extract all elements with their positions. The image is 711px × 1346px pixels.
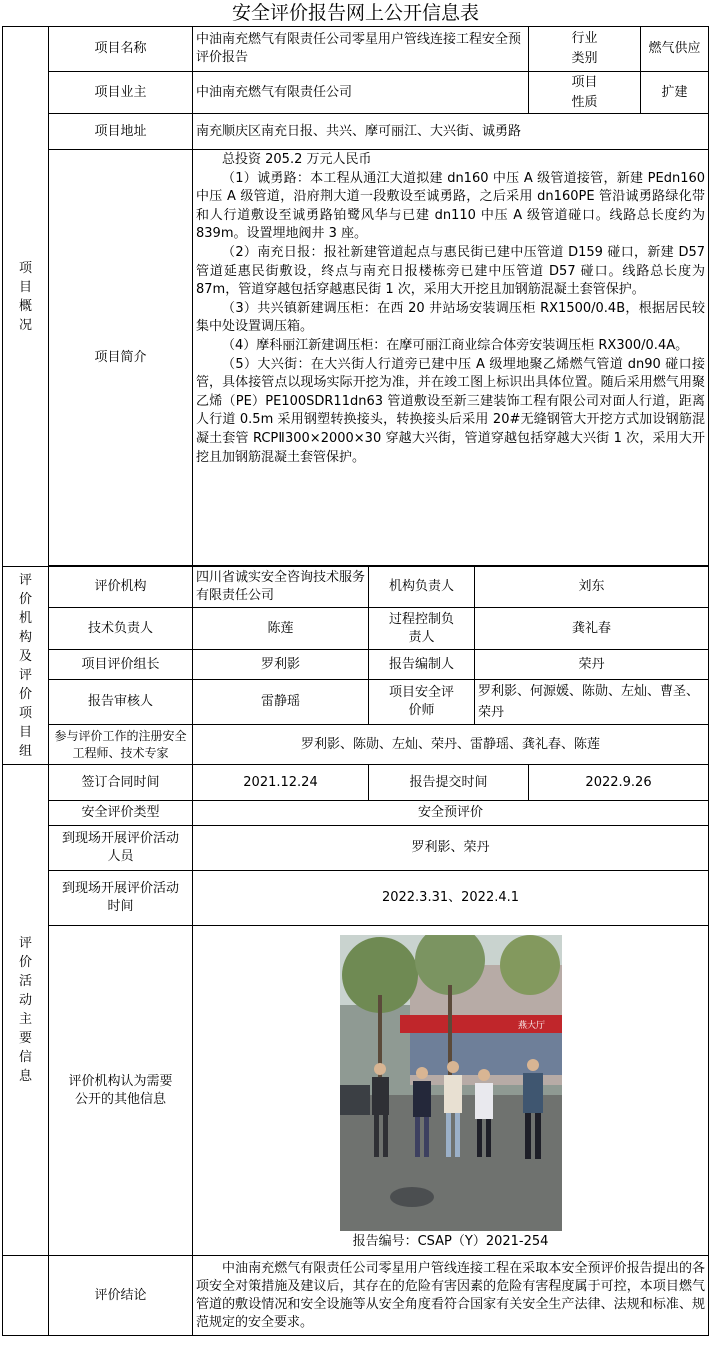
section-activity-label: 评价活动主要信息 (3, 765, 49, 1256)
writer-label: 报告编制人 (369, 650, 475, 680)
page-title: 安全评价报告网上公开信息表 (231, 2, 479, 24)
process-head-label: 过程控制负责人 (369, 608, 475, 650)
section-org-label: 评价机构及评价项目组 (3, 567, 49, 765)
other-info-label: 评价机构认为需要公开的其他信息 (49, 926, 193, 1256)
leader-value: 罗利影 (193, 650, 369, 680)
eval-type-value: 安全预评价 (193, 801, 709, 826)
nature-value: 扩建 (641, 72, 709, 114)
section-activity-continued (3, 1256, 49, 1336)
info-table (2, 26, 709, 1336)
intro-paragraph: 总投资 205.2 万元人民币 (222, 152, 372, 167)
reviewer-label: 报告审核人 (49, 680, 193, 725)
process-head-value: 龚礼春 (475, 608, 709, 650)
project-intro-label: 项目简介 (49, 150, 193, 566)
intro-paragraph: （5）大兴街：在大兴街人行道旁已建中压 A 级埋地聚乙烯燃气管道 dn90 碰口接管，具体接管点以现场实际开挖为准，并在竣工图上标识出具体位置。随后采用燃气用聚乙烯（PE）PE100SDR11dn63 管道敷设至新三建装饰工程有限公司对面人行道，距离人行道 0.5m 采用钢塑转换接头，转换接头后采用 20#无缝钢管大开挖方式加设钢筋混凝土套管 RCPⅡ300×2000×30 穿越大兴街，管道穿越包括穿越大兴街 1 次，采用大开挖且加钢筋混凝土套管保护。 (196, 356, 706, 465)
intro-paragraph: （2）南充日报：报社新建管道起点与惠民街已建中压管道 D159 碰口，新建 D57 管道延惠民街敷设，终点与南充日报楼栋旁已建中压管道 D57 碰口。线路总长度为 87m，管道穿越包括穿越惠民街 1 次，采用大开挖且加钢筋混凝土套管保护。 (196, 244, 706, 298)
project-name-value: 中油南充燃气有限责任公司零星用户管线连接工程安全预评价报告 (193, 27, 529, 72)
agency-label: 评价机构 (49, 567, 193, 608)
project-intro-text (193, 150, 709, 566)
intro-paragraph: （3）共兴镇新建调压柜：在西 20 井站场安装调压柜 RX1500/0.4B，根据居民较集中处设置调压箱。 (196, 300, 706, 335)
agency-head-value: 刘东 (475, 567, 709, 608)
site-time-label: 到现场开展评价活动时间 (49, 871, 193, 926)
agency-value: 四川省诚实安全咨询技术服务有限责任公司 (193, 567, 369, 608)
tech-head-label: 技术负责人 (49, 608, 193, 650)
report-number: 报告编号：CSAP（Y）2021-254 (352, 1233, 549, 1249)
project-address-value: 南充顺庆区南充日报、共兴、摩可丽江、大兴街、诚勇路 (193, 114, 709, 150)
industry-value: 燃气供应 (641, 27, 709, 72)
contract-time-value: 2021.12.24 (193, 765, 369, 801)
project-name-label: 项目名称 (49, 27, 193, 72)
site-visit-photo (340, 935, 562, 1231)
intro-paragraph: （1）诚勇路：本工程从通江大道拟建 dn160 中压 A 级管道接管，新建 PEdn160 中压 A 级管道，沿府荆大道一段敷设至诚勇路，之后采用 dn160PE 管沿诚勇路绿化带和人行道敷设至诚勇路铂鹭风华与已建 dn110 中压 A 级管道碰口。线路总长度约为 839m。设置埋地阀井 3 座。 (196, 170, 706, 242)
contract-time-label: 签订合同时间 (49, 765, 193, 801)
tech-head-value: 陈莲 (193, 608, 369, 650)
conclusion-value: 中油南充燃气有限责任公司零星用户管线连接工程在采取本安全预评价报告提出的各项安全对策措施及建议后，其存在的危险有害因素的危险有害程度属于可控，本项目燃气管道的敷设情况和安全设施等从安全角度看符合国家有关安全生产法律、法规和标准、规范规定的安全要求。 (193, 1256, 709, 1336)
conclusion-label: 评价结论 (49, 1256, 193, 1336)
eval-type-label: 安全评价类型 (49, 801, 193, 826)
nature-label: 项目性质 (529, 72, 641, 114)
submit-time-label: 报告提交时间 (369, 765, 529, 801)
assessor-value: 罗利影、何源媛、陈勋、左灿、曹圣、荣丹 (475, 680, 709, 725)
submit-time-value: 2022.9.26 (529, 765, 709, 801)
leader-label: 项目评价组长 (49, 650, 193, 680)
site-staff-value: 罗利影、荣丹 (193, 826, 709, 871)
engineers-value: 罗利影、陈勋、左灿、荣丹、雷静瑶、龚礼春、陈莲 (193, 725, 709, 765)
project-owner-value: 中油南充燃气有限责任公司 (193, 72, 529, 114)
shop-sign-text: 燕大厅 (517, 1020, 545, 1031)
site-staff-label: 到现场开展评价活动人员 (49, 826, 193, 871)
engineers-label: 参与评价工作的注册安全工程师、技术专家 (49, 725, 193, 765)
agency-head-label: 机构负责人 (369, 567, 475, 608)
project-address-label: 项目地址 (49, 114, 193, 150)
section-overview-label: 项目概况 (3, 27, 49, 567)
writer-value: 荣丹 (475, 650, 709, 680)
project-owner-label: 项目业主 (49, 72, 193, 114)
site-photo-cell (193, 926, 709, 1256)
industry-label: 行业类别 (529, 27, 641, 72)
site-time-value: 2022.3.31、2022.4.1 (193, 871, 709, 926)
intro-paragraph: （4）摩科丽江新建调压柜：在摩可丽江商业综合体旁安装调压柜 RX300/0.4A。 (222, 337, 689, 353)
assessor-label: 项目安全评价师 (369, 680, 475, 725)
reviewer-value: 雷静瑶 (193, 680, 369, 725)
